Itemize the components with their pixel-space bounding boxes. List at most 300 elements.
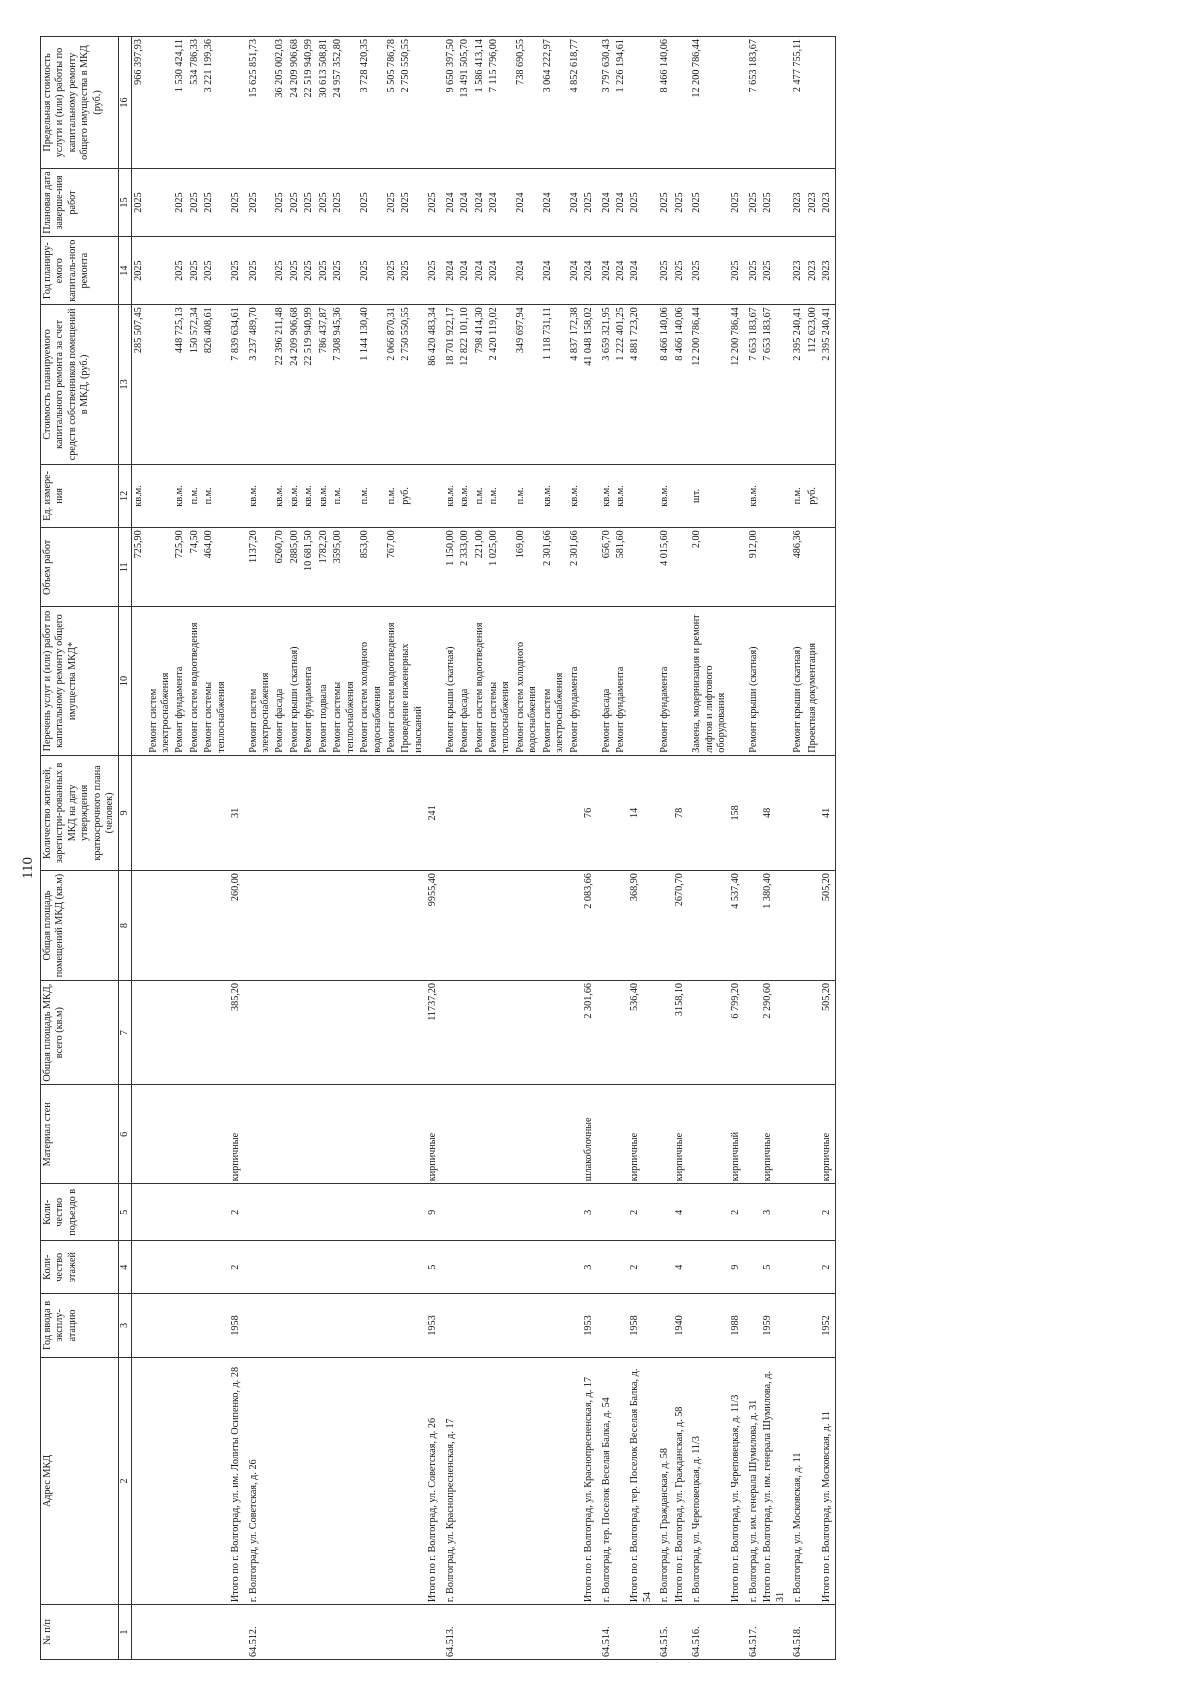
table-cell: 3 064 222,97 xyxy=(541,37,568,169)
table-cell: Итого по г. Волгоград, ул. им. генерала Шумилова, д. 31 xyxy=(761,1357,788,1604)
table-cell xyxy=(244,871,274,981)
table-cell xyxy=(188,1294,202,1358)
table-cell xyxy=(514,1241,541,1294)
table-cell xyxy=(597,1241,614,1294)
table-row xyxy=(568,37,582,1660)
table-row xyxy=(202,37,229,1660)
column-number: 14 xyxy=(118,237,131,305)
table-cell xyxy=(399,1294,426,1358)
table-cell: Итого по г. Волгоград, ул. Череповецкая, д. 11/3 xyxy=(729,1357,743,1604)
table-cell xyxy=(358,1605,385,1660)
table-cell: 1137,20 xyxy=(244,528,274,607)
table-row xyxy=(426,37,440,1660)
table-cell xyxy=(458,1184,472,1241)
table-cell xyxy=(473,1294,487,1358)
table-cell: 3 xyxy=(582,1241,596,1294)
table-cell: Ремонт системы теплоснабжения xyxy=(202,607,229,755)
table-cell xyxy=(458,1605,472,1660)
table-cell xyxy=(173,1184,187,1241)
table-cell xyxy=(147,980,174,1084)
table-cell xyxy=(487,1605,514,1660)
table-cell xyxy=(614,755,628,870)
table-cell: 3158,10 xyxy=(673,980,687,1084)
table-cell: 1 530 424,11 xyxy=(173,37,187,169)
table-cell: 24 957 352,80 xyxy=(331,37,358,169)
table-cell xyxy=(132,1085,147,1184)
table-cell xyxy=(202,1184,229,1241)
column-number: 4 xyxy=(118,1241,131,1294)
table-cell xyxy=(614,1085,628,1184)
column-number: 8 xyxy=(118,871,131,981)
table-cell xyxy=(541,1241,568,1294)
table-cell: 2025 xyxy=(761,237,788,305)
table-cell: 505,20 xyxy=(820,980,835,1084)
table-row xyxy=(399,37,426,1660)
table-cell xyxy=(173,871,187,981)
table-cell: 2025 xyxy=(202,168,229,236)
table-cell xyxy=(173,1085,187,1184)
table-cell: 2025 xyxy=(426,168,440,236)
column-number-row xyxy=(118,37,131,1660)
table-cell: 385,20 xyxy=(229,980,243,1084)
table-cell xyxy=(302,1357,316,1604)
table-cell xyxy=(302,1184,316,1241)
table-cell: 31 xyxy=(229,755,243,870)
table-cell xyxy=(514,1294,541,1358)
table-cell xyxy=(202,1085,229,1184)
table-cell: 2025 xyxy=(244,168,274,236)
table-cell xyxy=(473,980,487,1084)
table-cell xyxy=(628,464,655,528)
table-row xyxy=(458,37,472,1660)
table-cell xyxy=(655,1184,672,1241)
table-cell xyxy=(331,1294,358,1358)
column-number: 7 xyxy=(118,980,131,1084)
table-cell: 2024 xyxy=(597,237,614,305)
table-cell xyxy=(568,1241,582,1294)
table-cell xyxy=(761,1605,788,1660)
table-row xyxy=(820,37,835,1660)
table-cell: 1 118 731,11 xyxy=(541,305,568,464)
table-cell: г. Волгоград, ул. Череповецкая, д. 11/3 xyxy=(687,1357,729,1604)
table-cell xyxy=(273,1294,287,1358)
table-cell: 2024 xyxy=(628,237,655,305)
table-cell xyxy=(487,1241,514,1294)
column-header: Объем работ xyxy=(41,528,119,607)
table-cell: 1958 xyxy=(229,1294,243,1358)
table-cell xyxy=(687,980,729,1084)
table-cell xyxy=(147,168,174,236)
table-cell: г. Волгоград, ул. Краснопресненская, д. 17 xyxy=(441,1357,458,1604)
column-number: 10 xyxy=(118,607,131,755)
table-cell xyxy=(761,37,788,169)
table-cell xyxy=(729,607,743,755)
table-cell: 2 301,66 xyxy=(582,980,596,1084)
table-cell: Ремонт фундамента xyxy=(302,607,316,755)
table-row xyxy=(229,37,243,1660)
table-cell: Проектная документация xyxy=(806,607,820,755)
table-cell xyxy=(385,871,399,981)
table-cell: п.м. xyxy=(514,464,541,528)
table-cell xyxy=(729,464,743,528)
table-cell xyxy=(614,1294,628,1358)
table-cell: 486,36 xyxy=(788,528,805,607)
table-cell: кв.м. xyxy=(317,464,331,528)
table-cell: Ремонт системы теплоснабжения xyxy=(331,607,358,755)
table-cell xyxy=(597,871,614,981)
table-cell xyxy=(820,1605,835,1660)
table-cell: 1782,20 xyxy=(317,528,331,607)
table-cell xyxy=(288,755,302,870)
table-cell xyxy=(597,980,614,1084)
table-cell: Проведение инженерных изысканий xyxy=(399,607,426,755)
table-row xyxy=(147,37,174,1660)
table-cell xyxy=(173,1241,187,1294)
table-cell: 581,60 xyxy=(614,528,628,607)
table-cell xyxy=(541,980,568,1084)
table-cell xyxy=(202,755,229,870)
table-cell: 2 xyxy=(628,1241,655,1294)
table-cell xyxy=(188,980,202,1084)
table-cell: 6 799,20 xyxy=(729,980,743,1084)
table-cell xyxy=(331,1085,358,1184)
table-cell: Ремонт крыши (скатная) xyxy=(288,607,302,755)
table-row xyxy=(614,37,628,1660)
table-cell xyxy=(273,1085,287,1184)
table-cell xyxy=(273,1357,287,1604)
table-cell xyxy=(806,1184,820,1241)
table-cell: 2 083,66 xyxy=(582,871,596,981)
table-cell xyxy=(568,1294,582,1358)
table-cell xyxy=(358,1184,385,1241)
table-cell: 12 200 786,44 xyxy=(687,305,729,464)
table-cell xyxy=(441,1241,458,1294)
table-cell xyxy=(385,1605,399,1660)
table-cell xyxy=(317,1241,331,1294)
table-cell: Итого по г. Волгоград, ул. Советская, д. 26 xyxy=(426,1357,440,1604)
table-cell xyxy=(132,980,147,1084)
table-cell: 2025 xyxy=(673,237,687,305)
column-header: Ед. измере-ния xyxy=(41,464,119,528)
table-cell: Ремонт систем электроснабжения xyxy=(244,607,274,755)
table-cell: 4 881 723,20 xyxy=(628,305,655,464)
table-cell xyxy=(820,607,835,755)
table-cell: 3 797 630,43 xyxy=(597,37,614,169)
table-row xyxy=(687,37,729,1660)
table-cell: 13 491 505,70 xyxy=(458,37,472,169)
table-cell: 349 697,94 xyxy=(514,305,541,464)
table-cell: Ремонт систем водоотведения xyxy=(473,607,487,755)
table-cell: 7 653 183,67 xyxy=(761,305,788,464)
table-cell: 2670,70 xyxy=(673,871,687,981)
table-row xyxy=(788,37,805,1660)
table-cell xyxy=(614,1184,628,1241)
table-cell: 2024 xyxy=(487,237,514,305)
table-cell xyxy=(331,1241,358,1294)
table-cell: 2 xyxy=(729,1184,743,1241)
table-cell xyxy=(458,1085,472,1184)
table-cell xyxy=(487,1184,514,1241)
column-header: № п/п xyxy=(41,1605,119,1660)
column-header: Коли-чество этажей xyxy=(41,1241,119,1294)
column-header: Адрес МКД xyxy=(41,1357,119,1604)
table-cell xyxy=(541,1184,568,1241)
table-cell xyxy=(202,1605,229,1660)
table-cell: 2025 xyxy=(173,168,187,236)
table-cell xyxy=(568,980,582,1084)
table-cell: 2025 xyxy=(317,168,331,236)
table-cell xyxy=(288,1357,302,1604)
table-row xyxy=(655,37,672,1660)
table-cell: 2025 xyxy=(317,237,331,305)
table-cell xyxy=(514,1184,541,1241)
table-cell xyxy=(441,1294,458,1358)
table-cell xyxy=(487,1294,514,1358)
table-cell: 536,40 xyxy=(628,980,655,1084)
table-cell xyxy=(806,1357,820,1604)
table-cell xyxy=(331,1357,358,1604)
table-cell: 2024 xyxy=(614,168,628,236)
table-cell: 11737,20 xyxy=(426,980,440,1084)
table-cell xyxy=(173,980,187,1084)
table-cell: Итого по г. Волгоград, ул. Краснопресненская, д. 17 xyxy=(582,1357,596,1604)
table-cell xyxy=(614,1241,628,1294)
table-cell: 2885,00 xyxy=(288,528,302,607)
table-cell xyxy=(331,1605,358,1660)
table-cell: 5 505 786,78 xyxy=(385,37,399,169)
table-cell xyxy=(541,1357,568,1604)
table-cell: кв.м. xyxy=(132,464,147,528)
table-cell: 2025 xyxy=(761,168,788,236)
table-cell xyxy=(687,1085,729,1184)
table-cell: 767,00 xyxy=(385,528,399,607)
column-number: 13 xyxy=(118,305,131,464)
table-cell xyxy=(173,1605,187,1660)
table-cell xyxy=(302,1241,316,1294)
table-cell xyxy=(288,1085,302,1184)
table-cell: кв.м. xyxy=(568,464,582,528)
table-body xyxy=(132,37,835,1660)
table-cell xyxy=(458,1294,472,1358)
table-cell: г. Волгоград, тер. Поселок Веселая Балка, д. 54 xyxy=(597,1357,614,1604)
table-cell xyxy=(473,755,487,870)
table-cell: 41 xyxy=(820,755,835,870)
table-cell xyxy=(331,871,358,981)
table-cell: 12 200 786,44 xyxy=(687,37,729,169)
table-cell: Итого по г. Волгоград, тер. Поселок Веселая Балка, д. 54 xyxy=(628,1357,655,1604)
table-cell: 3 659 321,95 xyxy=(597,305,614,464)
table-cell: 2023 xyxy=(820,237,835,305)
column-number: 1 xyxy=(118,1605,131,1660)
column-header: Материал стен xyxy=(41,1085,119,1184)
table-cell: 1 144 130,40 xyxy=(358,305,385,464)
table-row xyxy=(487,37,514,1660)
column-number: 2 xyxy=(118,1357,131,1604)
table-cell xyxy=(806,1085,820,1184)
table-cell xyxy=(441,1085,458,1184)
table-cell: 22 519 940,99 xyxy=(302,37,316,169)
table-cell: 24 209 906,68 xyxy=(288,305,302,464)
table-cell xyxy=(614,871,628,981)
table-cell: 2025 xyxy=(273,168,287,236)
table-cell: 2 xyxy=(820,1184,835,1241)
table-cell xyxy=(473,1184,487,1241)
table-cell xyxy=(628,607,655,755)
table-cell xyxy=(541,1605,568,1660)
column-header: Количество жителей, зарегистри-рованных в МКД на дату утверждения краткосрочного плана (человек) xyxy=(41,755,119,870)
table-cell: 64.515. xyxy=(655,1605,672,1660)
table-cell: 3 221 199,36 xyxy=(202,37,229,169)
table-cell xyxy=(273,1184,287,1241)
table-cell: 4 xyxy=(673,1184,687,1241)
table-cell xyxy=(806,1294,820,1358)
table-cell: 2025 xyxy=(173,237,187,305)
table-cell: кв.м. xyxy=(173,464,187,528)
table-cell xyxy=(628,528,655,607)
table-cell xyxy=(173,1294,187,1358)
table-cell xyxy=(147,305,174,464)
table-cell xyxy=(441,755,458,870)
table-cell: г. Волгоград, ул. им. генерала Шумилова, д. 31 xyxy=(744,1357,761,1604)
table-cell: 2025 xyxy=(729,168,743,236)
column-number: 16 xyxy=(118,37,131,169)
table-cell xyxy=(358,1294,385,1358)
table-cell: 7 653 183,67 xyxy=(744,305,761,464)
table-cell xyxy=(317,1357,331,1604)
table-cell xyxy=(188,1085,202,1184)
table-cell xyxy=(302,1294,316,1358)
table-cell: 22 519 940,99 xyxy=(302,305,316,464)
table-cell: 2025 xyxy=(132,237,147,305)
table-cell: 656,70 xyxy=(597,528,614,607)
table-cell xyxy=(655,1241,672,1294)
table-row xyxy=(673,37,687,1660)
table-cell: 2024 xyxy=(473,237,487,305)
table-cell: 2024 xyxy=(514,237,541,305)
table-cell: 534 786,33 xyxy=(188,37,202,169)
table-cell: 8 466 140,06 xyxy=(655,305,672,464)
table-cell: 48 xyxy=(761,755,788,870)
table-cell: 2025 xyxy=(331,168,358,236)
table-cell: 2025 xyxy=(399,168,426,236)
table-cell: 2024 xyxy=(514,168,541,236)
table-cell: кв.м. xyxy=(597,464,614,528)
table-cell: 1953 xyxy=(582,1294,596,1358)
table-cell: 169,00 xyxy=(514,528,541,607)
table-cell xyxy=(541,1294,568,1358)
table-cell xyxy=(458,1241,472,1294)
table-cell: 9955,40 xyxy=(426,871,440,981)
table-cell: 64.516. xyxy=(687,1605,729,1660)
table-cell xyxy=(188,755,202,870)
table-cell: руб. xyxy=(806,464,820,528)
table-cell: 2025 xyxy=(229,237,243,305)
table-cell xyxy=(132,1241,147,1294)
table-cell: кв.м. xyxy=(288,464,302,528)
table-row xyxy=(441,37,458,1660)
table-cell: 1 586 413,14 xyxy=(473,37,487,169)
table-cell: 2023 xyxy=(788,237,805,305)
table-cell xyxy=(288,1241,302,1294)
table-cell: Ремонт фасада xyxy=(597,607,614,755)
table-cell: 2025 xyxy=(582,168,596,236)
table-cell: 5 xyxy=(426,1241,440,1294)
table-row xyxy=(541,37,568,1660)
table-cell xyxy=(399,528,426,607)
table-cell: кв.м. xyxy=(302,464,316,528)
table-cell xyxy=(687,1241,729,1294)
table-cell xyxy=(568,1184,582,1241)
table-cell: 2025 xyxy=(744,237,761,305)
table-cell: 2025 xyxy=(273,237,287,305)
table-cell xyxy=(568,1605,582,1660)
table-cell xyxy=(514,1357,541,1604)
table-cell: 2024 xyxy=(441,237,458,305)
table-cell: 2025 xyxy=(288,168,302,236)
table-cell: 2024 xyxy=(441,168,458,236)
table-row xyxy=(514,37,541,1660)
table-cell xyxy=(188,1605,202,1660)
table-cell xyxy=(132,1605,147,1660)
table-cell xyxy=(473,871,487,981)
table-cell: кв.м. xyxy=(744,464,761,528)
table-cell xyxy=(788,1085,805,1184)
column-header: Перечень услуг и (или) работ по капитальному ремонту общего имущества МКД* xyxy=(41,607,119,755)
table-cell: 2024 xyxy=(541,237,568,305)
table-cell: Ремонт подвалa xyxy=(317,607,331,755)
table-cell: 2 750 550,55 xyxy=(399,305,426,464)
table-cell: 2024 xyxy=(458,237,472,305)
table-cell xyxy=(147,871,174,981)
table-cell xyxy=(729,528,743,607)
table-cell: 158 xyxy=(729,755,743,870)
table-cell: 3595,00 xyxy=(331,528,358,607)
table-cell xyxy=(426,464,440,528)
table-cell xyxy=(202,1294,229,1358)
table-cell: 2 xyxy=(229,1184,243,1241)
table-cell xyxy=(788,980,805,1084)
table-cell: 2023 xyxy=(806,168,820,236)
table-cell: 2024 xyxy=(568,168,582,236)
table-cell: 3 237 489,70 xyxy=(244,305,274,464)
table-cell: 2024 xyxy=(614,237,628,305)
table-cell xyxy=(358,1085,385,1184)
table-cell: 2025 xyxy=(358,168,385,236)
table-cell xyxy=(358,1241,385,1294)
table-cell xyxy=(514,1085,541,1184)
capital-repair-table xyxy=(40,36,836,1660)
table-cell xyxy=(687,1184,729,1241)
table-cell xyxy=(331,1184,358,1241)
table-cell xyxy=(244,1241,274,1294)
table-row xyxy=(302,37,316,1660)
table-cell: 2023 xyxy=(788,168,805,236)
table-cell xyxy=(487,1085,514,1184)
table-cell: 1940 xyxy=(673,1294,687,1358)
table-cell: Ремонт фундамента xyxy=(655,607,672,755)
table-cell xyxy=(288,980,302,1084)
table-cell: кв.м. xyxy=(655,464,672,528)
table-cell: 2 301,66 xyxy=(568,528,582,607)
table-cell xyxy=(568,755,582,870)
table-cell: кирпичные xyxy=(426,1085,440,1184)
table-cell xyxy=(582,1605,596,1660)
table-cell: 2 301,66 xyxy=(541,528,568,607)
table-cell xyxy=(473,1357,487,1604)
table-cell: Ремонт крыши (скатная) xyxy=(441,607,458,755)
table-cell: 2025 xyxy=(358,237,385,305)
table-cell xyxy=(761,528,788,607)
